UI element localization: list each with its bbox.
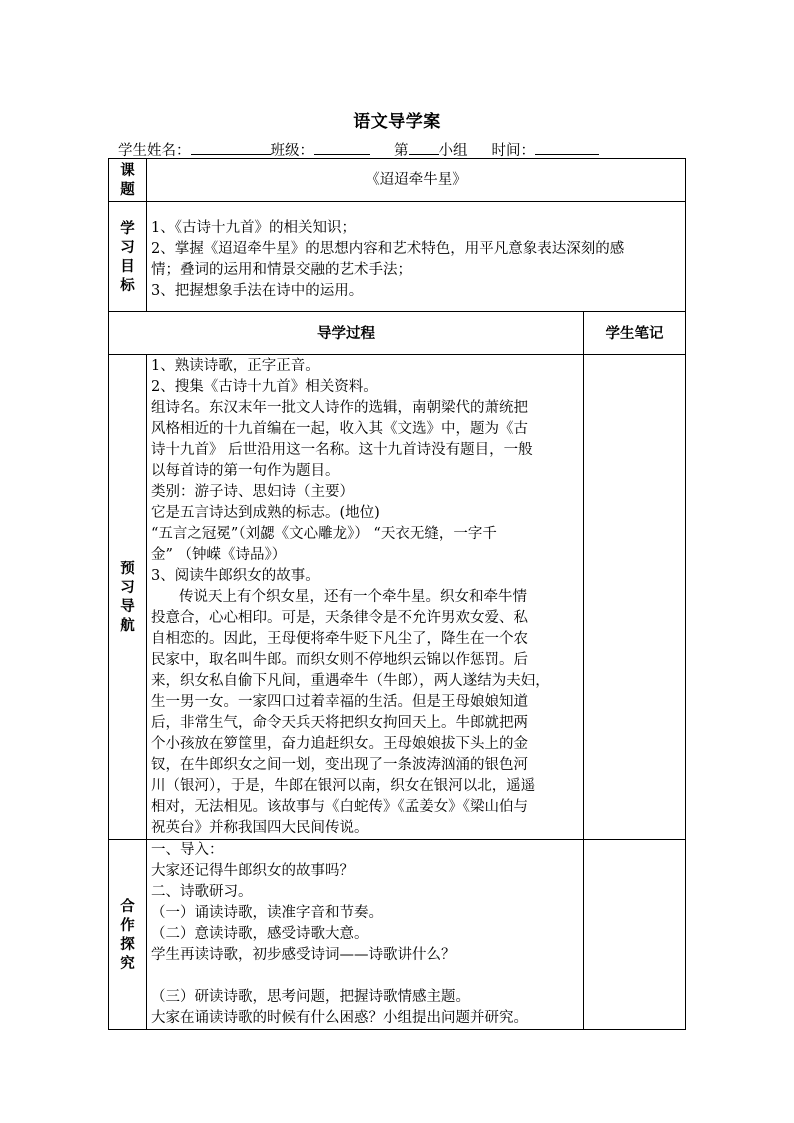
group-blank[interactable] <box>409 140 439 155</box>
story-line: 祝英台》并称我国四大民间传说。 <box>151 820 369 836</box>
preview-row <box>109 355 686 840</box>
class-label: 班级： <box>270 143 314 159</box>
process-header: 导学过程 <box>109 312 584 355</box>
explore-row <box>109 840 686 1030</box>
preview-line: “五言之冠冕”（刘勰《文心雕龙》） “天衣无缝，一字千 <box>151 526 497 542</box>
story-line: 生一男一女。一家四口过着幸福的生活。但是王母娘娘知道 <box>151 694 528 710</box>
goals-label: 学 习 目 标 <box>109 202 147 312</box>
preview-line: 类别：游子诗、思妇诗（主要） <box>151 484 354 500</box>
story-line: 相对，无法相见。该故事与《白蛇传》《孟姜女》《梁山伯与 <box>151 799 528 815</box>
group-prefix: 第 <box>394 143 409 159</box>
explore-line: 一、导入： <box>151 842 224 858</box>
topic-value: 《迢迢牵牛星》 <box>147 159 686 202</box>
preview-line: 它是五言诗达到成熟的标志。(地位) <box>151 505 380 521</box>
goal-line: 2、掌握《迢迢牵牛星》的思想内容和艺术特色，用平凡意象表达深刻的感 <box>151 241 625 257</box>
goal-line: 情；叠词的运用和情景交融的艺术手法； <box>151 262 412 278</box>
preview-notes-cell[interactable] <box>584 355 686 840</box>
preview-content <box>147 355 584 840</box>
preview-label: 预 习 导 航 <box>109 355 147 840</box>
explore-line: （二）意读诗歌，感受诗歌大意。 <box>151 926 369 942</box>
story-line: 投意合，心心相印。可是，天条律令是不允许男欢女爱、私 <box>151 610 528 626</box>
notes-header: 学生笔记 <box>584 312 686 355</box>
preview-line: 3、阅读牛郎织女的故事。 <box>151 568 320 584</box>
story-line: 来，织女私自偷下凡间，重遇牵牛（牛郎），两人遂结为夫妇， <box>151 673 550 689</box>
time-blank[interactable] <box>535 140 599 155</box>
story-line: 川（银河），于是，牛郎在银河以南，织女在银河以北，遥遥 <box>151 778 536 794</box>
goals-row <box>109 202 686 312</box>
story-line: 个小孩放在箩筐里，奋力追赶织女。王母娘娘拔下头上的金 <box>151 736 528 752</box>
preview-line: 金” （钟嵘《诗品》） <box>151 547 287 563</box>
study-plan-table <box>108 158 686 1030</box>
header-row <box>109 312 686 355</box>
explore-notes-cell[interactable] <box>584 840 686 1030</box>
explore-content <box>147 840 584 1030</box>
explore-line: 二、诗歌研习。 <box>151 884 253 900</box>
explore-label: 合 作 探 究 <box>109 840 147 1030</box>
time-label: 时间： <box>491 143 535 159</box>
explore-line: 大家还记得牛郎织女的故事吗？ <box>151 863 354 879</box>
page-title: 语文导学案 <box>353 112 441 132</box>
topic-row <box>109 159 686 202</box>
group-suffix: 小组 <box>438 143 468 159</box>
story-line: 传说天上有个织女星，还有一个牵牛星。织女和牵牛情 <box>179 589 527 605</box>
preview-line: 1、熟读诗歌，正字正音。 <box>151 358 320 374</box>
name-label: 学生姓名： <box>118 143 191 159</box>
preview-line: 2、搜集《古诗十九首》相关资料。 <box>151 379 378 395</box>
story-line: 民家中，取名叫牛郎。而织女则不停地织云锦以作惩罚。后 <box>151 652 528 668</box>
goals-content <box>147 202 686 312</box>
goal-line: 3、把握想象手法在诗中的运用。 <box>151 283 364 299</box>
preview-line: 诗十九首》 后世沿用这一名称。这十九首诗没有题目，一般 <box>151 442 533 458</box>
preview-line: 以每首诗的第一句作为题目。 <box>151 463 340 479</box>
story-line: 钗，在牛郎织女之间一划，变出现了一条波涛汹涌的银色河 <box>151 757 528 773</box>
explore-line: 大家在诵读诗歌的时候有什么困惑？小组提出问题并研究。 <box>151 1010 528 1026</box>
preview-line: 组诗名。东汉末年一批文人诗作的选辑，南朝梁代的萧统把 <box>151 400 528 416</box>
explore-line: （一）诵读诗歌，读准字音和节奏。 <box>151 905 383 921</box>
goal-line: 1、《古诗十九首》的相关知识； <box>151 220 356 236</box>
topic-label: 课 题 <box>109 159 147 202</box>
student-info-line <box>118 139 599 160</box>
explore-line: （三）研读诗歌，思考问题，把握诗歌情感主题。 <box>151 989 470 1005</box>
preview-line: 风格相近的十九首编在一起，收入其《文选》中，题为《古 <box>151 421 528 437</box>
explore-line: 学生再读诗歌，初步感受诗词——诗歌讲什么？ <box>151 947 456 963</box>
class-blank[interactable] <box>314 140 370 155</box>
explore-blank-line <box>151 966 579 987</box>
name-blank[interactable] <box>191 140 271 155</box>
story-line: 自相恋的。因此，王母便将牵牛贬下凡尘了，降生在一个农 <box>151 631 528 647</box>
story-line: 后，非常生气，命令天兵天将把织女拘回天上。牛郎就把两 <box>151 715 528 731</box>
